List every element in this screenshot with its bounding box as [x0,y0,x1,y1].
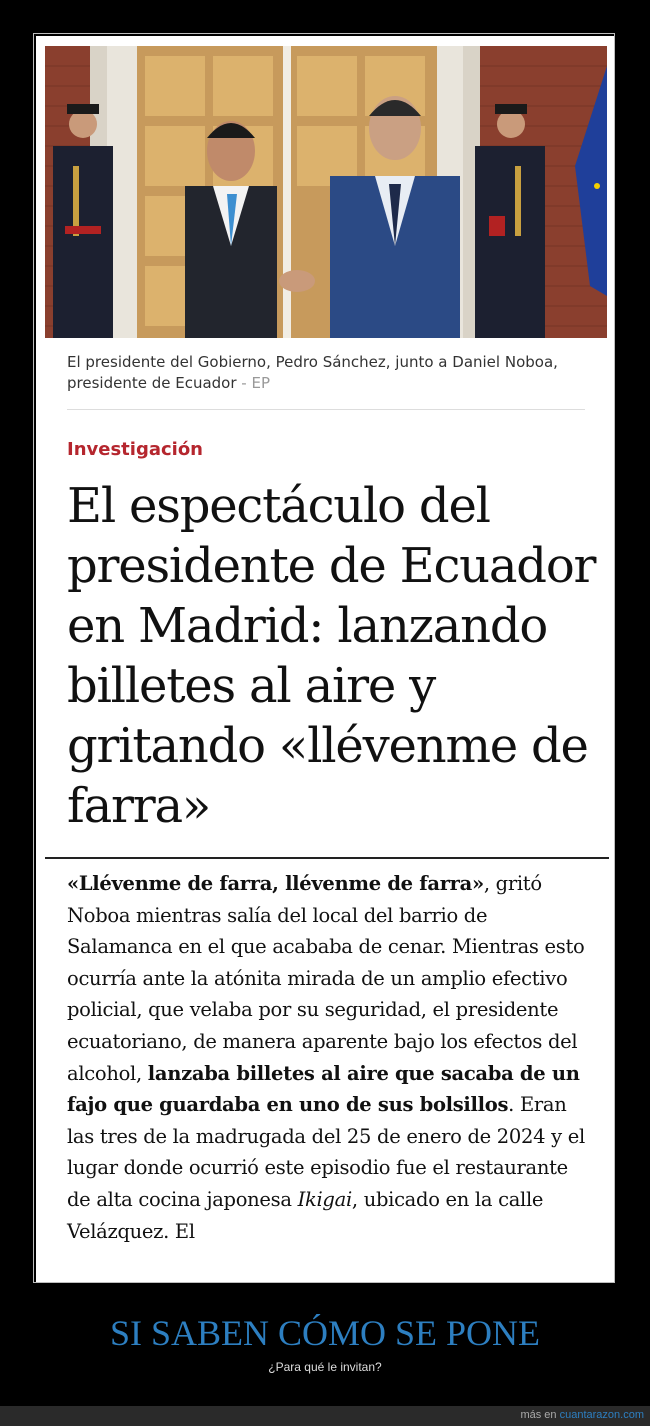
footer-prefix: más en [520,1409,560,1421]
headline-divider [45,857,609,859]
article-clipping [36,36,614,1282]
restaurant-name: Ikigai [297,1187,352,1211]
body-bold-fact: lanzaba billetes al aire que sacaba de un fajo que guardaba en uno de sus bolsillos [67,1061,580,1117]
body-text-2: . Eran las tres de la madrugada del 25 de enero de 2024 y el lugar donde ocurrió este episodio fue el restaurante de alta cocina japonesa [67,1093,585,1211]
article-photo [45,46,607,338]
caption-text: El presidente del Gobierno, Pedro Sánchez, junto a Daniel Noboa, presidente de Ecuador [67,353,558,392]
body-paragraph [67,868,597,1247]
caption-divider [67,409,585,410]
post-title: SI SABEN CÓMO SE PONE [109,1313,541,1353]
article-body [67,868,597,1247]
body-quote: «Llévenme de farra, llévenme de farra» [67,872,484,895]
caption-credit: EP [251,374,270,392]
footer-bar [0,1406,650,1426]
section-label: Investigación [67,439,203,460]
site-link[interactable]: cuantarazon.com [559,1409,644,1421]
footer-source [520,1409,644,1421]
body-text-3: , ubicado en la calle Velázquez. El [67,1187,544,1243]
article-headline: El espectáculo del presidente de Ecuador en Madrid: lanzando billetes al aire y gritando «llévenme de farra» [67,478,596,834]
post-subtitle: ¿Para qué le invitan? [268,1360,382,1374]
caption-separator: - [236,374,252,392]
body-text-1: , gritó Noboa mientras salía del local del barrio de Salamanca en el que acababa de cenar. Mientras esto ocurría ante la atónita mirada de un amplio efectivo policial, que velaba por su seguridad, el presidente ecuatoriano, de manera aparente bajo los efectos del alcohol, [67,872,585,1085]
post-frame [33,33,615,1283]
photo-caption [67,352,587,394]
